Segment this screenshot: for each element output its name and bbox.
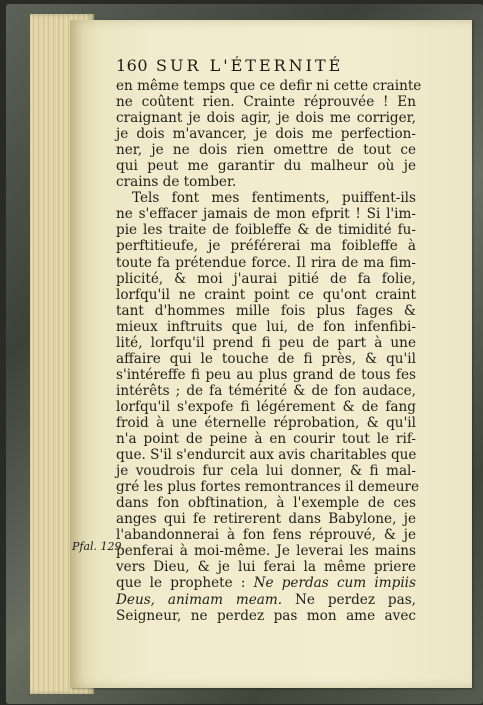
text-line: lité, lorfqu'il prend fi peu de part à une <box>116 334 416 351</box>
text-line: perftitieufe, je préférerai ma foibleffe à <box>116 238 416 255</box>
text-line: craignant je dois agir, je dois me corriger, <box>116 110 416 127</box>
text-line: je dois m'avancer, je dois me perfection- <box>116 126 416 143</box>
text-line: crains de tomber. <box>116 174 237 191</box>
text-line: toute fa prétendue force. Il rira de ma fim- <box>116 254 416 271</box>
running-title: SUR L'ÉTERNITÉ <box>156 56 344 75</box>
text-line: s'intéreffe fi peu au plus grand de tous fes <box>116 366 416 383</box>
text-line: affaire qui le touche de fi près, & qu'il <box>116 350 416 367</box>
text-line: ner, je ne dois rien omettre de tout ce <box>116 142 416 159</box>
text-line: gré les plus fortes remontrances il demeure <box>116 479 420 496</box>
text-line: ne s'effacer jamais de mon efprit ! Si l'im- <box>116 206 416 223</box>
text-line: en même temps que ce defir ni cette crainte <box>116 78 422 94</box>
text-line: lorfqu'il s'expofe fi légérement & de fang <box>116 398 416 415</box>
text-line: Deus, animam meam. Ne perdez pas, <box>116 591 416 608</box>
text-line: que le prophete : Ne perdas cum impiis <box>116 575 416 592</box>
text-line: n'a point de peine à en courir tout le rif- <box>116 431 416 448</box>
text-line: dans fon obftination, à l'exemple de ces <box>116 495 416 512</box>
text-line: que. S'il s'endurcit aux avis charitables que <box>116 447 417 464</box>
text-line: intérêts ; de fa témérité & de fon audace, <box>116 382 416 399</box>
text-line: plicité, & moi j'aurai pitié de fa folie, <box>116 270 416 287</box>
text-line: l'abandonnerai à fon fens réprouvé, & je <box>116 527 416 544</box>
text-line: mieux inftruits que lui, de fon infenfibi- <box>116 318 416 335</box>
text-line: pie les traite de foibleffe & de timidité fu- <box>116 222 416 239</box>
page-number: 160 <box>116 56 149 75</box>
text-line: anges qui fe retirerent dans Babylone, je <box>116 511 416 528</box>
text-line: Tels font mes fentiments, puiffent-ils <box>132 190 416 207</box>
text-line: je voudrois fur cela lui donner, & fi mal- <box>116 463 416 480</box>
text-line: vers Dieu, & je lui ferai la même priere <box>116 559 416 576</box>
text-line: qui peut me garantir du malheur où je <box>116 158 416 175</box>
text-line: froid à une éternelle réprobation, & qu'il <box>116 414 416 431</box>
text-line: penferai à moi-même. Je leverai les mains <box>116 543 416 560</box>
margin-note: Pfal. 129. <box>72 540 126 553</box>
text-line: tant d'hommes mille fois plus fages & <box>116 302 416 319</box>
page-header <box>116 56 416 75</box>
text-line: lorfqu'il ne craint point ce qu'ont craint <box>116 286 416 303</box>
text-line: ne coûtent rien. Crainte réprouvée ! En <box>116 94 416 111</box>
text-line: Seigneur, ne perdez pas mon ame avec <box>116 607 416 624</box>
